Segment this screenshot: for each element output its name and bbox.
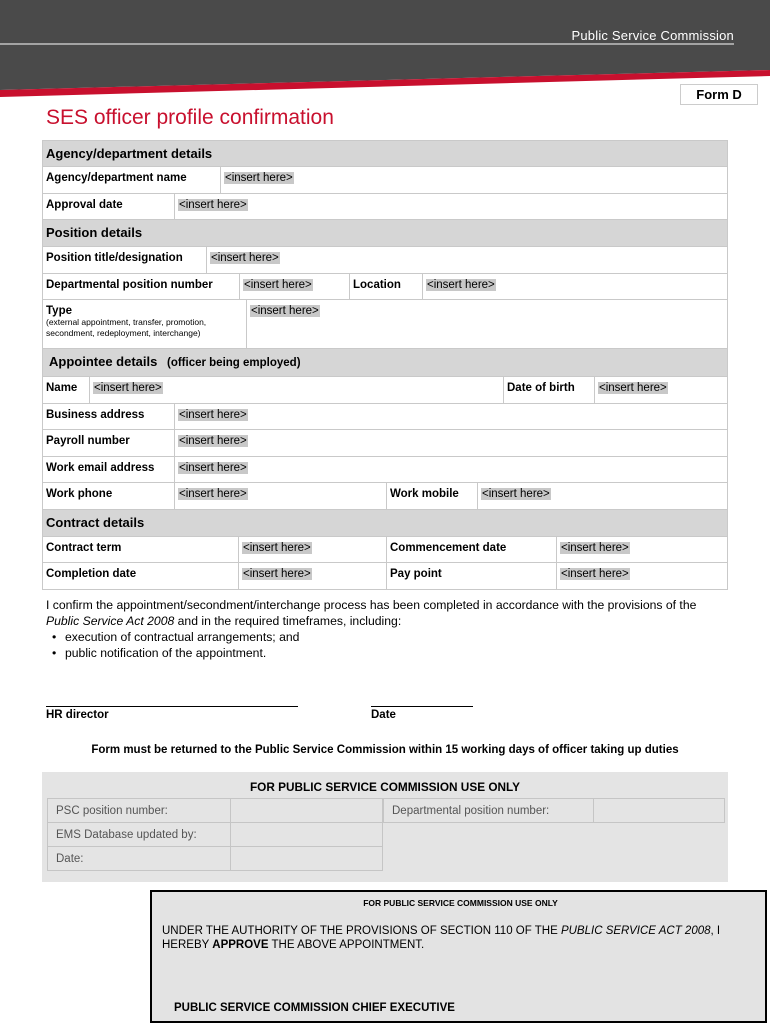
hr-director-label: HR director: [46, 709, 109, 721]
psc-dept-position-number-field[interactable]: [594, 799, 725, 823]
row-payroll: [42, 430, 728, 457]
approval-title: FOR PUBLIC SERVICE COMMISSION USE ONLY: [363, 898, 558, 908]
label-contract-term: Contract term: [43, 537, 239, 562]
row-position-title: [42, 247, 728, 274]
psc-date-field[interactable]: [231, 847, 383, 871]
position-title-field[interactable]: <insert here>: [211, 252, 279, 264]
dob-field[interactable]: <insert here>: [599, 382, 667, 394]
date-signature-line[interactable]: [371, 706, 473, 707]
section-title: Position details: [46, 225, 143, 240]
label-agency-name: Agency/department name: [43, 167, 221, 193]
type-label-cell: [43, 300, 247, 348]
form-tag: Form D: [680, 84, 758, 105]
label-business-address: Business address: [43, 404, 175, 429]
psc-use-title: FOR PUBLIC SERVICE COMMISSION USE ONLY: [249, 780, 521, 794]
psc-date-label: Date:: [48, 847, 231, 871]
row-contract-term: [42, 537, 728, 563]
label-work-mobile: Work mobile: [387, 483, 478, 509]
contract-term-field[interactable]: <insert here>: [239, 537, 387, 562]
section-title: Contract details: [46, 515, 145, 530]
approval-date-field[interactable]: <insert here>: [179, 199, 247, 211]
list-item: • execution of contractual arrangements; and: [52, 629, 726, 645]
row-completion-date: [42, 563, 728, 590]
pay-point-field[interactable]: <insert here>: [561, 568, 629, 580]
row-type: [42, 300, 728, 349]
section-title: Agency/department details: [46, 146, 213, 161]
commencement-date-field[interactable]: <insert here>: [561, 542, 629, 554]
label-position-title: Position title/designation: [43, 247, 207, 273]
ems-updated-label: EMS Database updated by:: [48, 823, 231, 847]
dept-position-number-field[interactable]: <insert here>: [240, 274, 350, 299]
type-field[interactable]: <insert here>: [251, 305, 319, 317]
list-item: • public notification of the appointment.: [52, 645, 726, 661]
psc-dept-position-number-label: Departmental position number:: [384, 799, 594, 823]
name-field[interactable]: <insert here>: [90, 377, 504, 403]
label-dept-position-number: Departmental position number: [43, 274, 240, 299]
section-agency: [42, 140, 728, 167]
psc-position-number-field[interactable]: [231, 799, 383, 823]
ems-updated-field[interactable]: [231, 823, 383, 847]
label-approval-date: Approval date: [43, 194, 175, 219]
label-commencement-date: Commencement date: [387, 537, 557, 562]
return-notice: Form must be returned to the Public Service Commission within 15 working days of officer taking up duties: [91, 744, 679, 756]
section-position: [42, 220, 728, 247]
page-title: SES officer profile confirmation: [46, 106, 334, 129]
row-dept-position: [42, 274, 728, 300]
label-work-phone: Work phone: [43, 483, 175, 509]
header-band: [0, 0, 770, 100]
section-title: Appointee details (officer being employed): [49, 354, 301, 369]
business-address-field[interactable]: <insert here>: [179, 409, 247, 421]
section-contract: [42, 510, 728, 537]
confirmation-list: [52, 629, 726, 661]
row-work-email: [42, 457, 728, 483]
psc-position-number-label: PSC position number:: [48, 799, 231, 823]
header-graphic: [0, 0, 770, 100]
work-mobile-field[interactable]: <insert here>: [482, 488, 550, 500]
approval-box: [150, 890, 767, 1023]
label-pay-point: Pay point: [387, 563, 557, 589]
label-dob: Date of birth: [504, 377, 595, 403]
date-label: Date: [371, 709, 396, 721]
type-note: (external appointment, transfer, promotion, secondment, redeployment, interchange): [46, 317, 207, 338]
work-phone-field[interactable]: <insert here>: [175, 483, 387, 509]
label-work-email: Work email address: [43, 457, 175, 482]
section-appointee: [42, 349, 728, 377]
row-agency-name: [42, 167, 728, 194]
psc-right-table: [383, 798, 725, 823]
payroll-number-field[interactable]: <insert here>: [179, 435, 247, 447]
confirmation-paragraph: I confirm the appointment/secondment/interchange process has been completed in accordance with the provisions of the Public Service Act 2008 and in the required timeframes, including:: [46, 598, 697, 628]
row-name: [42, 377, 728, 404]
confirmation-text: [46, 597, 726, 661]
location-field[interactable]: <insert here>: [427, 279, 495, 291]
label-type: Type: [46, 305, 72, 317]
approval-text: UNDER THE AUTHORITY OF THE PROVISIONS OF SECTION 110 OF THE PUBLIC SERVICE ACT 2008, I HEREBY APPROVE THE ABOVE APPOINTMENT.: [162, 925, 721, 951]
completion-date-field[interactable]: <insert here>: [239, 563, 387, 589]
label-payroll-number: Payroll number: [43, 430, 175, 456]
work-email-field[interactable]: <insert here>: [179, 462, 247, 474]
org-name: Public Service Commission: [571, 28, 734, 43]
row-business-address: [42, 404, 728, 430]
hr-signature-line[interactable]: [46, 706, 298, 707]
agency-name-field[interactable]: <insert here>: [225, 172, 293, 184]
row-work-phone: [42, 483, 728, 510]
psc-use-box: [42, 772, 728, 882]
psc-left-table: [47, 798, 383, 871]
label-location: Location: [350, 274, 423, 299]
approval-signatory: PUBLIC SERVICE COMMISSION CHIEF EXECUTIVE: [174, 1002, 455, 1014]
label-name: Name: [43, 377, 90, 403]
row-approval-date: [42, 194, 728, 220]
label-completion-date: Completion date: [43, 563, 239, 589]
